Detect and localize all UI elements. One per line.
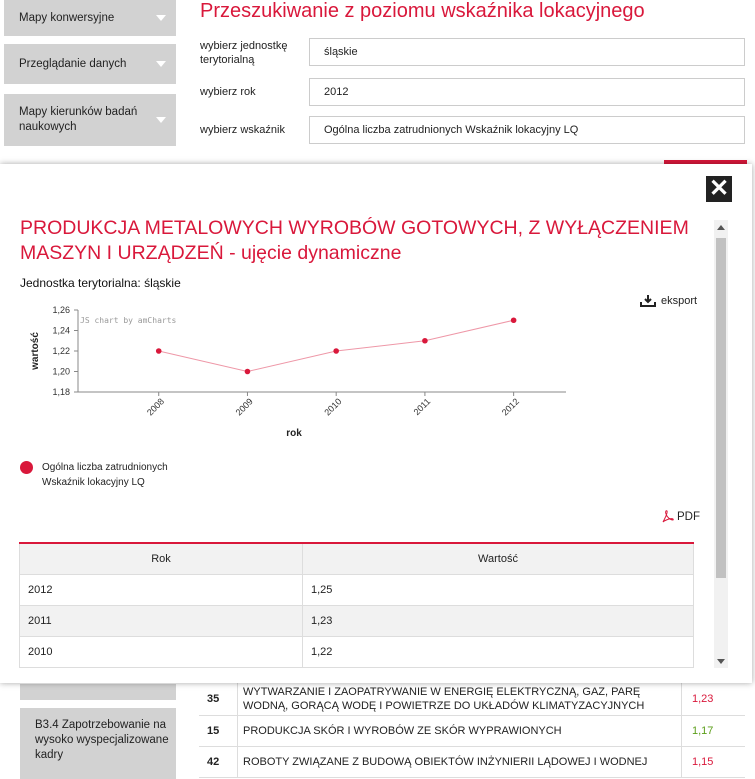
row-value: 1,17 bbox=[692, 725, 714, 737]
sidebar-item-mapy-kierunkow[interactable] bbox=[4, 94, 176, 146]
sidebar-item-przegladanie-danych[interactable] bbox=[4, 44, 176, 84]
sidebar-item-mapy-konwersyjne[interactable] bbox=[4, 0, 176, 36]
table-header-row bbox=[19, 544, 694, 575]
modal-scrollbar[interactable] bbox=[714, 220, 728, 668]
row-name: ROBOTY ZWIĄZANE Z BUDOWĄ OBIEKTÓW INŻYNIERII LĄDOWEJ I WODNEJ bbox=[237, 747, 682, 777]
row-number: 42 bbox=[207, 756, 220, 768]
pdf-icon bbox=[661, 510, 674, 523]
export-label: eksport bbox=[661, 295, 698, 307]
y-tick-label: 1,22 bbox=[52, 346, 70, 356]
data-point bbox=[333, 348, 339, 354]
table-row bbox=[19, 575, 694, 606]
chevron-down-icon bbox=[156, 117, 166, 123]
scroll-up-icon[interactable] bbox=[717, 225, 725, 230]
y-tick-label: 1,24 bbox=[52, 325, 70, 336]
column-header-rok[interactable]: Rok bbox=[19, 544, 303, 574]
modal-title: PRODUKCJA METALOWYCH WYROBÓW GOTOWYCH, Z WYŁĄCZENIEM MASZYN I URZĄDZEŃ - ujęcie dynamiczne bbox=[20, 217, 689, 264]
unit-line bbox=[20, 276, 181, 290]
indicator-select[interactable]: Ogólna liczba zatrudnionych Wskaźnik lokacyjny LQ bbox=[309, 116, 745, 144]
download-icon bbox=[640, 295, 656, 307]
unit-select[interactable]: śląskie bbox=[309, 38, 745, 66]
year-select[interactable]: 2012 bbox=[309, 78, 745, 106]
scroll-down-icon[interactable] bbox=[717, 659, 725, 664]
pdf-label: PDF bbox=[677, 510, 700, 523]
sidebar-item-label: B3.4 Zapotrzebowanie na wysoko wyspecjalizowane kadry bbox=[35, 719, 169, 761]
table-row bbox=[19, 637, 694, 668]
year-label: wybierz rok bbox=[200, 86, 256, 98]
row-name: WYTWARZANIE I ZAOPATRYWANIE W ENERGIĘ ELEKTRYCZNĄ, GAZ, PARĘ WODNĄ, GORĄCĄ WODĘ I POWIETRZE DO UKŁADÓW KLIMATYZACYJNYCH bbox=[237, 683, 682, 715]
chevron-down-icon bbox=[156, 61, 166, 67]
data-point bbox=[156, 348, 162, 354]
column-header-wartosc[interactable]: Wartość bbox=[303, 544, 694, 574]
line-chart bbox=[20, 300, 600, 450]
legend-marker bbox=[20, 461, 33, 474]
x-tick-label: 2010 bbox=[322, 396, 344, 418]
x-tick-label: 2011 bbox=[411, 396, 433, 418]
x-tick-label: 2008 bbox=[144, 396, 167, 418]
cell-year: 2012 bbox=[19, 575, 303, 605]
pdf-button[interactable] bbox=[661, 510, 700, 523]
y-tick-label: 1,18 bbox=[52, 387, 70, 397]
unit-value: śląskie bbox=[144, 276, 181, 290]
table-row bbox=[19, 606, 694, 637]
series-line bbox=[159, 320, 514, 371]
page-title: Przeszukiwanie z poziomu wskaźnika lokacyjnego bbox=[200, 0, 645, 22]
cell-value: 1,25 bbox=[303, 575, 694, 605]
unit-label: wybierz jednostkę terytorialną bbox=[200, 40, 288, 66]
sidebar-item-label: Przeglądanie danych bbox=[19, 57, 127, 70]
unit-prefix: Jednostka terytorialna: bbox=[20, 276, 141, 290]
y-tick-label: 1,20 bbox=[52, 366, 70, 377]
cell-value: 1,23 bbox=[303, 606, 694, 636]
x-axis-label: rok bbox=[286, 428, 302, 439]
data-point bbox=[511, 317, 517, 323]
row-number: 15 bbox=[207, 725, 220, 737]
cell-value: 1,22 bbox=[303, 637, 694, 667]
chart-credit: JS chart by amCharts bbox=[80, 316, 177, 325]
indicator-label: wybierz wskaźnik bbox=[200, 124, 285, 136]
data-table bbox=[19, 542, 694, 668]
close-icon: ✕ bbox=[708, 175, 730, 202]
x-tick-label: 2012 bbox=[499, 396, 522, 418]
data-point bbox=[422, 338, 428, 344]
chevron-down-icon bbox=[156, 15, 166, 21]
cell-year: 2011 bbox=[19, 606, 303, 636]
table-row bbox=[199, 716, 745, 747]
row-name: PRODUKCJA SKÓR I WYROBÓW ZE SKÓR WYPRAWIONYCH bbox=[237, 716, 682, 746]
scroll-thumb[interactable] bbox=[716, 238, 726, 578]
row-number: 35 bbox=[207, 693, 220, 705]
chart-legend[interactable] bbox=[20, 460, 212, 490]
row-value: 1,23 bbox=[692, 693, 714, 705]
cell-year: 2010 bbox=[19, 637, 303, 667]
y-axis-label: wartość bbox=[30, 332, 41, 370]
table-row bbox=[199, 747, 745, 778]
sidebar-item-label: Mapy konwersyjne bbox=[19, 11, 115, 24]
chart-modal bbox=[0, 164, 752, 683]
data-point bbox=[245, 369, 251, 375]
sidebar-item-partial[interactable] bbox=[20, 684, 176, 700]
x-tick-label: 2009 bbox=[233, 396, 255, 418]
row-value: 1,15 bbox=[692, 756, 714, 768]
close-button[interactable] bbox=[706, 176, 732, 202]
table-row bbox=[199, 683, 745, 716]
sidebar-item-b34[interactable] bbox=[20, 708, 176, 779]
legend-label: Ogólna liczba zatrudnionych Wskaźnik lokacyjny LQ bbox=[42, 462, 168, 488]
export-button[interactable] bbox=[640, 295, 697, 307]
y-tick-label: 1,26 bbox=[52, 305, 70, 315]
sidebar-item-label: Mapy kierunków badań naukowych bbox=[19, 106, 138, 133]
